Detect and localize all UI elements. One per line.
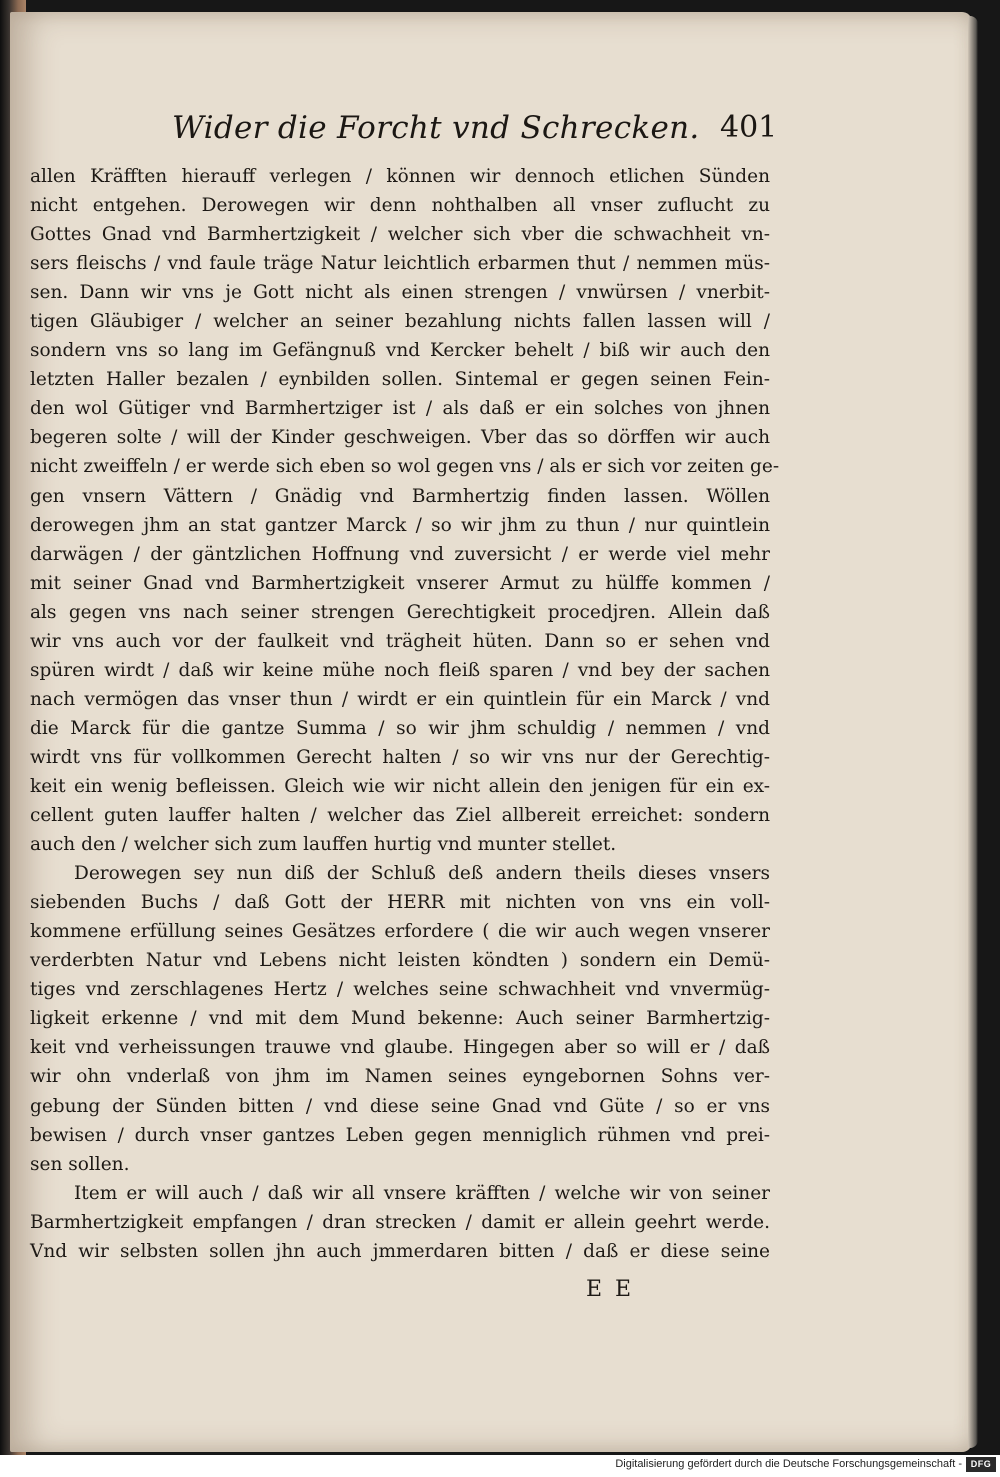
running-head [150, 110, 930, 158]
text-line: mit seiner Gnad vnd Barmhertzigkeit vnserer Armut zu hülffe kommen / [30, 572, 770, 594]
text-line: sen sollen. [30, 1153, 130, 1175]
text-line: sondern vns so lang im Gefängnuß vnd Kercker behelt / biß wir auch den [30, 340, 770, 362]
text-line: sers fleischs / vnd faule träge Natur leichtlich erbarmen thut / nemmen müs- [30, 253, 770, 275]
footer-credit: Digitalisierung gefördert durch die Deutsche Forschungsgemeinschaft - [615, 1458, 962, 1470]
text-line: sen. Dann wir vns je Gott nicht als einen strengen / vnwürsen / vnerbit- [30, 282, 770, 304]
text-line: kommene erfüllung seines Gesätzes erfordere ( die wir auch wegen vnserer [30, 921, 770, 943]
text-line: Vnd wir selbsten sollen jhn auch jmmerdaren bitten / daß er diese seine [30, 1240, 770, 1262]
dfg-logo: DFG [966, 1457, 996, 1472]
text-line: Item er will auch / daß wir all vnsere kräfften / welche wir von seiner [74, 1182, 770, 1204]
body-text [30, 162, 780, 1266]
text-line: Derowegen sey nun diß der Schluß deß andern theils dieses vnsers [74, 863, 770, 885]
text-line: nicht zweiffeln / er werde sich eben so wol gegen vns / als er sich vor zeiten ge- [30, 456, 780, 478]
text-line: keit vnd verheissungen trauwe vnd glaube. Hingegen aber so will er / daß [30, 1037, 770, 1059]
running-title: Wider die Forcht vnd Schrecken. [172, 110, 700, 146]
text-line: bewisen / durch vnser gantzes Leben gegen menniglich rühmen vnd prei- [30, 1124, 770, 1146]
text-line: wir vns auch vor der faulkeit vnd trägheit hüten. Dann so er sehen vnd [30, 630, 770, 652]
text-line: siebenden Buchs / daß Gott der HERR mit nichten von vns ein voll- [30, 892, 770, 914]
text-line: ligkeit erkenne / vnd mit dem Mund bekenne: Auch seiner Barmhertzig- [30, 1008, 770, 1030]
text-line: auch den / welcher sich zum lauffen hurtig vnd munter stellet. [30, 834, 617, 856]
text-line: wir ohn vnderlaß von jhm im Namen seines eyngebornen Sohns ver- [30, 1066, 770, 1088]
text-line: keit ein wenig befleissen. Gleich wie wir nicht allein den jenigen für ein ex- [30, 775, 770, 797]
text-line: Gottes Gnad vnd Barmhertzigkeit / welcher sich vber die schwachheit vn- [30, 224, 770, 246]
text-line: gen vnsern Vättern / Gnädig vnd Barmhertzig finden lassen. Wöllen [30, 485, 770, 507]
text-line: allen Kräfften hierauff verlegen / können wir dennoch etlichen Sünden [30, 166, 770, 187]
text-line: spüren wirdt / daß wir keine mühe noch fleiß sparen / vnd bey der sachen [30, 659, 770, 681]
page-number: 401 [720, 110, 778, 145]
text-line: darwägen / der gäntzlichen Hoffnung vnd zuversicht / er werde viel mehr [30, 543, 770, 565]
text-line: letzten Haller bezalen / eynbilden sollen. Sintemal er gegen seinen Fein- [30, 369, 770, 391]
text-line: die Marck für die gantze Summa / so wir jhm schuldig / nemmen / vnd [30, 717, 770, 739]
text-line: nach vermögen das vnser thun / wirdt er ein quintlein für ein Marck / vnd [30, 688, 770, 710]
text-line: nicht entgehen. Derowegen wir denn nohthalben all vnser zuflucht zu [30, 195, 770, 217]
text-line: cellent guten lauffer halten / welcher das Ziel allbereit erreichet: sondern [30, 805, 770, 827]
text-line: tigen Gläubiger / welcher an seiner bezahlung nichts fallen lassen will / [30, 311, 770, 333]
text-line: derowegen jhm an stat gantzer Marck / so wir jhm zu thun / nur quintlein [30, 514, 770, 536]
page-edge [968, 16, 978, 1448]
text-line: begeren solte / will der Kinder geschweigen. Vber das so dörffen wir auch [30, 427, 770, 449]
signature-mark: E E [586, 1277, 635, 1302]
text-line: Barmhertzigkeit empfangen / dran strecken / damit er allein geehrt werde. [30, 1211, 770, 1233]
text-line: wirdt vns für vollkommen Gerecht halten / so wir vns nur der Gerechtig- [30, 746, 770, 768]
text-line: tiges vnd zerschlagenes Hertz / welches seine schwachheit vnd vnvermüg- [30, 979, 770, 1001]
footer-bar [0, 1455, 1000, 1477]
text-line: den wol Gütiger vnd Barmhertziger ist / als daß er ein solches von jhnen [30, 398, 770, 420]
text-line: gebung der Sünden bitten / vnd diese seine Gnad vnd Güte / so er vns [30, 1095, 770, 1117]
text-line: verderbten Natur vnd Lebens nicht leisten köndten ) sondern ein Demü- [30, 950, 770, 972]
text-line: als gegen vns nach seiner strengen Gerechtigkeit procedjren. Allein daß [30, 601, 770, 623]
